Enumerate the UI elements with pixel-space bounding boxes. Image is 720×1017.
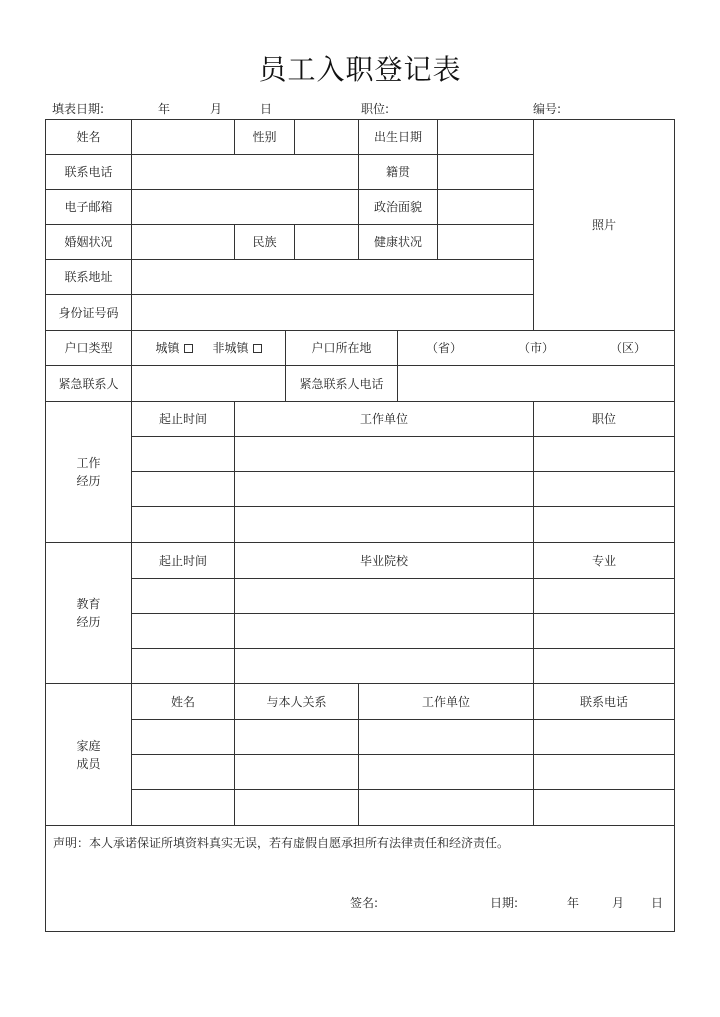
position-label: 职位:: [361, 102, 390, 116]
household-type-options: [131, 330, 286, 366]
photo-label: 照片: [591, 218, 616, 232]
birth-date-field[interactable]: [437, 119, 534, 155]
declaration-box: [45, 825, 675, 932]
health-status-field[interactable]: [437, 224, 534, 260]
family-relationship-cell[interactable]: [234, 789, 359, 826]
family-phone-header: 联系电话: [533, 683, 675, 720]
family-phone-cell[interactable]: [533, 754, 675, 790]
work-position-cell[interactable]: [533, 506, 675, 543]
family-company-cell[interactable]: [358, 754, 534, 790]
household-location-field[interactable]: [397, 330, 675, 366]
political-status-label: 政治面貌: [358, 189, 438, 225]
gender-field[interactable]: [294, 119, 359, 155]
education-period-cell[interactable]: [131, 613, 235, 649]
work-company-cell[interactable]: [234, 471, 534, 507]
number-label: 编号:: [533, 102, 562, 116]
employee-registration-form: [45, 119, 675, 932]
email-field[interactable]: [131, 189, 359, 225]
phone-field[interactable]: [131, 154, 359, 190]
family-name-cell[interactable]: [131, 754, 235, 790]
family-name-cell[interactable]: [131, 789, 235, 826]
gender-label: 性别: [234, 119, 295, 155]
household-region-markers: [398, 339, 674, 357]
family-relationship-cell[interactable]: [234, 754, 359, 790]
declaration-text: 声明：本人承诺保证所填资料真实无误，若有虚假自愿承担所有法律责任和经济责任。: [53, 836, 510, 850]
family-company-header: 工作单位: [358, 683, 534, 720]
signature-day-label: 日: [651, 896, 664, 910]
family-phone-cell[interactable]: [533, 789, 675, 826]
signature-label: 签名:: [350, 896, 379, 910]
emergency-phone-label: 紧急联系人电话: [285, 365, 398, 402]
family-company-cell[interactable]: [358, 789, 534, 826]
name-label: 姓名: [45, 119, 132, 155]
phone-label: 联系电话: [45, 154, 132, 190]
signature-date-label: 日期:: [490, 896, 519, 910]
education-major-header: 专业: [533, 542, 675, 579]
id-number-label: 身份证号码: [45, 294, 132, 331]
work-period-cell[interactable]: [131, 436, 235, 472]
education-history-title-line-1: 教育: [76, 597, 101, 611]
work-company-cell[interactable]: [234, 436, 534, 472]
household-type-label: 户口类型: [45, 330, 132, 366]
urban-option[interactable]: [155, 339, 192, 357]
education-period-header: 起止时间: [131, 542, 235, 579]
ethnicity-label: 民族: [234, 224, 295, 260]
family-name-header: 姓名: [131, 683, 235, 720]
district-label: （区）: [609, 341, 646, 355]
email-label: 电子邮箱: [45, 189, 132, 225]
signature-month-label: 月: [612, 896, 625, 910]
education-school-cell[interactable]: [234, 648, 534, 684]
family-phone-cell[interactable]: [533, 719, 675, 755]
city-label: （市）: [517, 341, 554, 355]
education-major-cell[interactable]: [533, 578, 675, 614]
name-field[interactable]: [131, 119, 235, 155]
work-position-cell[interactable]: [533, 436, 675, 472]
photo-box[interactable]: [533, 119, 675, 331]
id-number-field[interactable]: [131, 294, 534, 331]
education-history-section-label: [45, 542, 132, 684]
ethnicity-field[interactable]: [294, 224, 359, 260]
education-period-cell[interactable]: [131, 578, 235, 614]
education-major-cell[interactable]: [533, 648, 675, 684]
non-urban-label: 非城镇: [212, 341, 249, 355]
education-history-title-line-2: 经历: [76, 615, 101, 629]
work-position-header: 职位: [533, 401, 675, 437]
work-company-cell[interactable]: [234, 506, 534, 543]
household-location-label: 户口所在地: [285, 330, 398, 366]
family-name-cell[interactable]: [131, 719, 235, 755]
work-position-cell[interactable]: [533, 471, 675, 507]
work-period-cell[interactable]: [131, 506, 235, 543]
health-status-label: 健康状况: [358, 224, 438, 260]
address-field[interactable]: [131, 259, 534, 295]
work-period-cell[interactable]: [131, 471, 235, 507]
work-period-header: 起止时间: [131, 401, 235, 437]
family-relationship-header: 与本人关系: [234, 683, 359, 720]
family-members-title-line-2: 成员: [76, 756, 101, 771]
emergency-contact-label: 紧急联系人: [45, 365, 132, 402]
page-title: 员工入职登记表: [258, 53, 462, 86]
work-history-title-line-1: 工作: [76, 456, 101, 470]
urban-label: 城镇: [155, 341, 180, 355]
marital-status-field[interactable]: [131, 224, 235, 260]
native-place-field[interactable]: [437, 154, 534, 190]
work-company-header: 工作单位: [234, 401, 534, 437]
education-school-cell[interactable]: [234, 578, 534, 614]
education-major-cell[interactable]: [533, 613, 675, 649]
native-place-label: 籍贯: [358, 154, 438, 190]
emergency-contact-field[interactable]: [131, 365, 286, 402]
fill-date-year-label: 年: [158, 102, 171, 116]
education-school-cell[interactable]: [234, 613, 534, 649]
signature-year-label: 年: [567, 896, 580, 910]
urban-checkbox[interactable]: [184, 344, 193, 353]
work-history-section-label: [45, 401, 132, 543]
non-urban-checkbox[interactable]: [253, 344, 262, 353]
province-label: （省）: [425, 341, 462, 355]
fill-date-day-label: 日: [260, 102, 273, 116]
political-status-field[interactable]: [437, 189, 534, 225]
family-members-title-line-1: 家庭: [76, 738, 101, 753]
fill-date-label: 填表日期:: [52, 102, 105, 116]
fill-date-month-label: 月: [210, 102, 223, 116]
address-label: 联系地址: [45, 259, 132, 295]
marital-status-label: 婚姻状况: [45, 224, 132, 260]
family-relationship-cell[interactable]: [234, 719, 359, 755]
work-history-title-line-2: 经历: [76, 474, 101, 488]
education-period-cell[interactable]: [131, 648, 235, 684]
family-company-cell[interactable]: [358, 719, 534, 755]
emergency-phone-field[interactable]: [397, 365, 675, 402]
family-members-section-label: [45, 683, 132, 826]
non-urban-option[interactable]: [213, 339, 262, 357]
birth-date-label: 出生日期: [358, 119, 438, 155]
education-school-header: 毕业院校: [234, 542, 534, 579]
